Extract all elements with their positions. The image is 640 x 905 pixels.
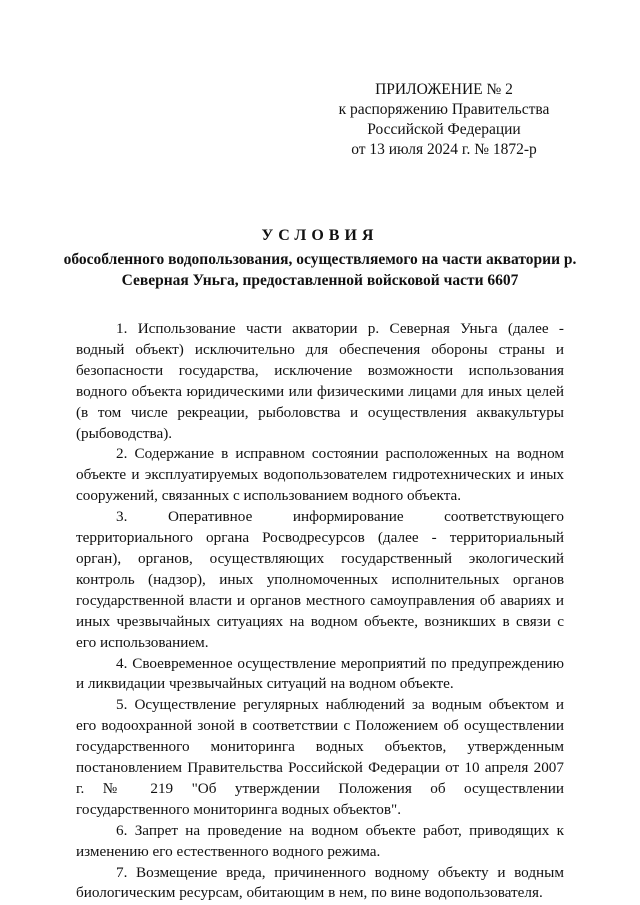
condition-paragraph-5: 5. Осуществление регулярных наблюдений за водным объектом и его водоохранной зоной в соответствии с Положением об осуществлении государственного мониторинга водных объектов, утвержденным постановлением Правительства Российской Федерации от 10 апреля 2007 г. № 219 "Об утверждении Положения об осуществлении государственного мониторинга водных объектов". [76,696,564,818]
appendix-country-line: Российской Федерации [367,121,521,138]
condition-paragraph-3: 3. Оперативное информирование соответствующего территориального органа Росводресурсов (далее - территориальный орган), органов, осуществляющих государственный экологический контроль (надзор), иных уполномоченных исполнительных органов государственной власти и органов местного самоуправления об авариях и иных чрезвычайных ситуациях на водном объекте, возникших в связи с его использованием. [76,508,564,651]
document-subtitle: обособленного водопользования, осуществляемого на части акватории р. Северная Уньга, предоставленной войсковой части 6607 [63,251,577,289]
condition-paragraph-7: 7. Возмещение вреда, причиненного водному объекту и водным биологическим ресурсам, обитающим в нем, по вине водопользователя. [76,863,564,902]
appendix-header [330,80,558,160]
appendix-date-line: от 13 июля 2024 г. № 1872-р [351,141,537,158]
appendix-decree-line: к распоряжению Правительства [338,101,550,118]
condition-paragraph-2: 2. Содержание в исправном состоянии расположенных на водном объекте и эксплуатируемых водопользователем гидротехнических и иных сооружений, связанных с использованием водного объекта. [76,445,564,505]
condition-paragraph-1: 1. Использование части акватории р. Северная Уньга (далее - водный объект) исключительно для обеспечения обороны страны и безопасности государства, исключение возможности использования водного объекта юридическими или физическими лицами для иных целей (в том числе рекреации, рыболовства и осуществления аквакультуры (рыбоводства). [76,320,564,442]
document-title: УСЛОВИЯ [261,227,379,244]
appendix-number: ПРИЛОЖЕНИЕ № 2 [375,81,513,98]
condition-paragraph-4: 4. Своевременное осуществление мероприятий по предупреждению и ликвидации чрезвычайных ситуаций на водном объекте. [76,654,564,693]
document-body [76,319,564,904]
condition-paragraph-6: 6. Запрет на проведение на водном объекте работ, приводящих к изменению его естественного водного режима. [76,821,564,860]
